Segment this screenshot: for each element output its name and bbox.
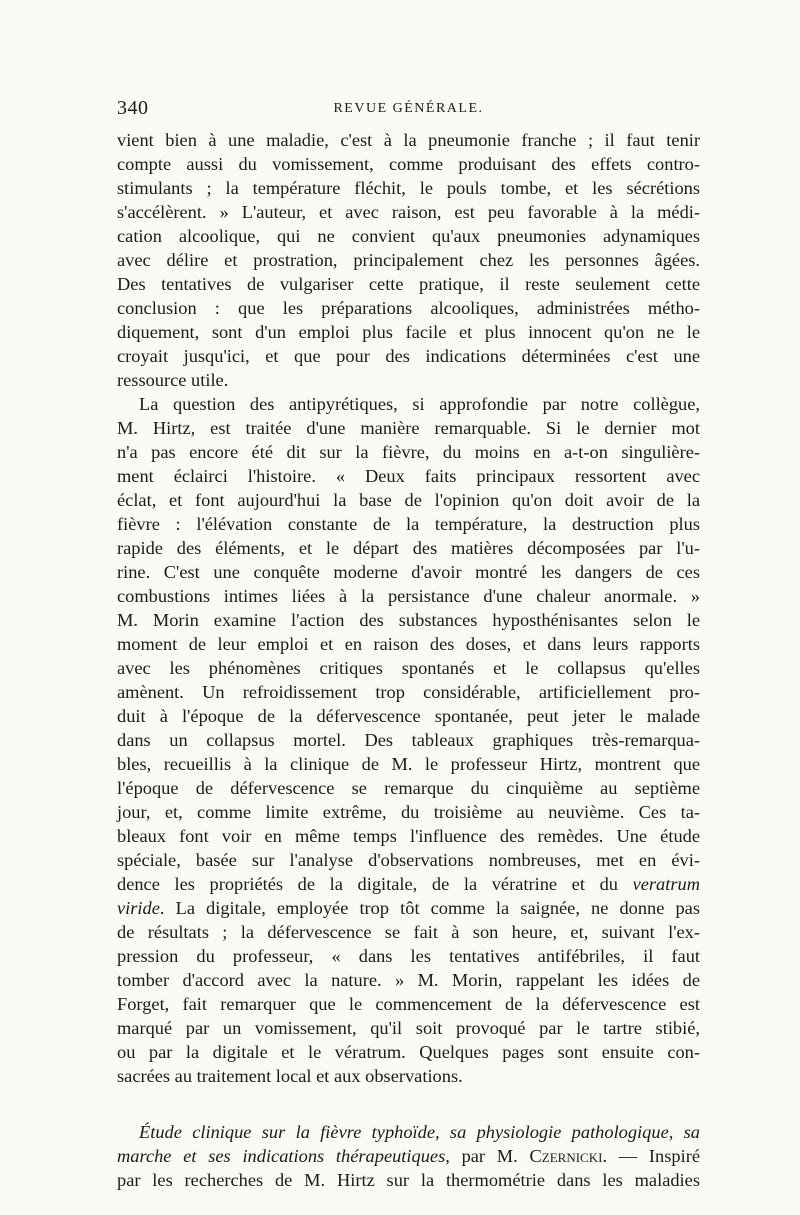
text-run: dence les propriétés de la digitale, de la vératrine et du	[117, 874, 633, 894]
text-line: dans un collapsus mortel. Des tableaux graphiques très-remarqua-	[117, 730, 700, 750]
body-text	[117, 128, 700, 1192]
paragraph-gap	[117, 1088, 700, 1120]
text-line: amènent. Un refroidissement trop considérable, artificiellement pro-	[117, 682, 700, 702]
review-title-line: Étude clinique sur la fièvre typhoïde, sa physiologie pathologique, sa	[139, 1122, 700, 1142]
text-line	[117, 872, 700, 896]
text-line: duit à l'époque de la défervescence spontanée, peut jeter le malade	[117, 706, 700, 726]
text-line: diquement, sont d'un emploi plus facile et plus innocent qu'on ne le	[117, 322, 700, 342]
text-line: rapide des éléments, et le départ des matières décomposées par l'u-	[117, 538, 700, 558]
text-line: M. Hirtz, est traitée d'une manière remarquable. Si le dernier mot	[117, 418, 700, 438]
text-line: M. Morin examine l'action des substances hyposthénisantes selon le	[117, 610, 700, 630]
text-line: jour, et, comme limite extrême, du troisième au neuvième. Ces ta-	[117, 802, 700, 822]
text-line: sacrées au traitement local et aux observations.	[117, 1066, 463, 1086]
text-line: croyait jusqu'ici, et que pour des indications déterminées c'est une	[117, 346, 700, 366]
paragraph-typhoid-review	[117, 1120, 700, 1192]
text-line: avec les phénomènes critiques spontanés et le collapsus qu'elles	[117, 658, 700, 678]
text-line: rine. C'est une conquête moderne d'avoir montré les dangers de ces	[117, 562, 700, 582]
italic-term: viride	[117, 898, 160, 918]
text-line: fièvre : l'élévation constante de la température, la destruction plus	[117, 514, 700, 534]
text-line	[117, 896, 700, 920]
text-line: avec délire et prostration, principalement chez les personnes âgées.	[117, 250, 700, 270]
text-line: Des tentatives de vulgariser cette pratique, il reste seulement cette	[117, 274, 700, 294]
text-line: conclusion : que les préparations alcooliques, administrées métho-	[117, 298, 700, 318]
text-line: par les recherches de M. Hirtz sur la thermométrie dans les maladies	[117, 1170, 700, 1190]
text-line: Forget, fait remarquer que le commencement de la défervescence est	[117, 994, 700, 1014]
text-line: s'accélèrent. » L'auteur, et avec raison, est peu favorable à la médi-	[117, 202, 700, 222]
text-line: spéciale, basée sur l'analyse d'observations nombreuses, met en évi-	[117, 850, 700, 870]
text-line: de résultats ; la défervescence se fait à son heure, et, suivant l'ex-	[117, 922, 700, 942]
author-name: Czernicki	[529, 1146, 603, 1166]
text-line: marqué par un vomissement, qu'il soit provoqué par le tartre stibié,	[117, 1018, 700, 1038]
text-line: stimulants ; la température fléchit, le pouls tombe, et les sécrétions	[117, 178, 700, 198]
text-line: combustions intimes liées à la persistance d'une chaleur anormale. »	[117, 586, 700, 606]
review-title-continued: marche et ses indications thérapeutiques	[117, 1146, 446, 1166]
text-line: l'époque de défervescence se remarque du cinquième au septième	[117, 778, 700, 798]
text-run: , par M.	[445, 1146, 530, 1166]
text-line: bleaux font voir en même temps l'influence des remèdes. Une étude	[117, 826, 700, 846]
text-line	[117, 1144, 700, 1168]
text-line: éclat, et font aujourd'hui la base de l'opinion qu'on doit avoir de la	[117, 490, 700, 510]
text-run: . — Inspiré	[602, 1146, 700, 1166]
paragraph-alcohol-medication	[117, 128, 700, 392]
journal-title: REVUE GÉNÉRALE.	[333, 101, 484, 116]
text-line: ment éclairci l'histoire. « Deux faits principaux ressortent avec	[117, 466, 700, 486]
text-line: n'a pas encore été dit sur la fièvre, du moins en a-t-on singulière-	[117, 442, 700, 462]
text-line: vient bien à une maladie, c'est à la pneumonie franche ; il faut tenir	[117, 130, 700, 150]
text-line: cation alcoolique, qui ne convient qu'aux pneumonies adynamiques	[117, 226, 700, 246]
text-line: pression du professeur, « dans les tentatives antifébriles, il faut	[117, 946, 700, 966]
text-line: tomber d'accord avec la nature. » M. Morin, rappelant les idées de	[117, 970, 700, 990]
italic-term: veratrum	[632, 874, 700, 894]
text-line: ressource utile.	[117, 370, 229, 390]
text-line: La question des antipyrétiques, si approfondie par notre collègue,	[139, 394, 700, 414]
text-line: compte aussi du vomissement, comme produisant des effets contro-	[117, 154, 700, 174]
text-line: bles, recueillis à la clinique de M. le professeur Hirtz, montrent que	[117, 754, 700, 774]
text-line: moment de leur emploi et en raison des doses, et dans leurs rapports	[117, 634, 700, 654]
running-head	[117, 97, 700, 121]
page-number: 340	[117, 97, 149, 119]
text-run: . La digitale, employée trop tôt comme la saignée, ne donne pas	[159, 898, 700, 918]
paragraph-antipyretics	[117, 392, 700, 1088]
text-line: ou par la digitale et le vératrum. Quelques pages sont ensuite con-	[117, 1042, 700, 1062]
